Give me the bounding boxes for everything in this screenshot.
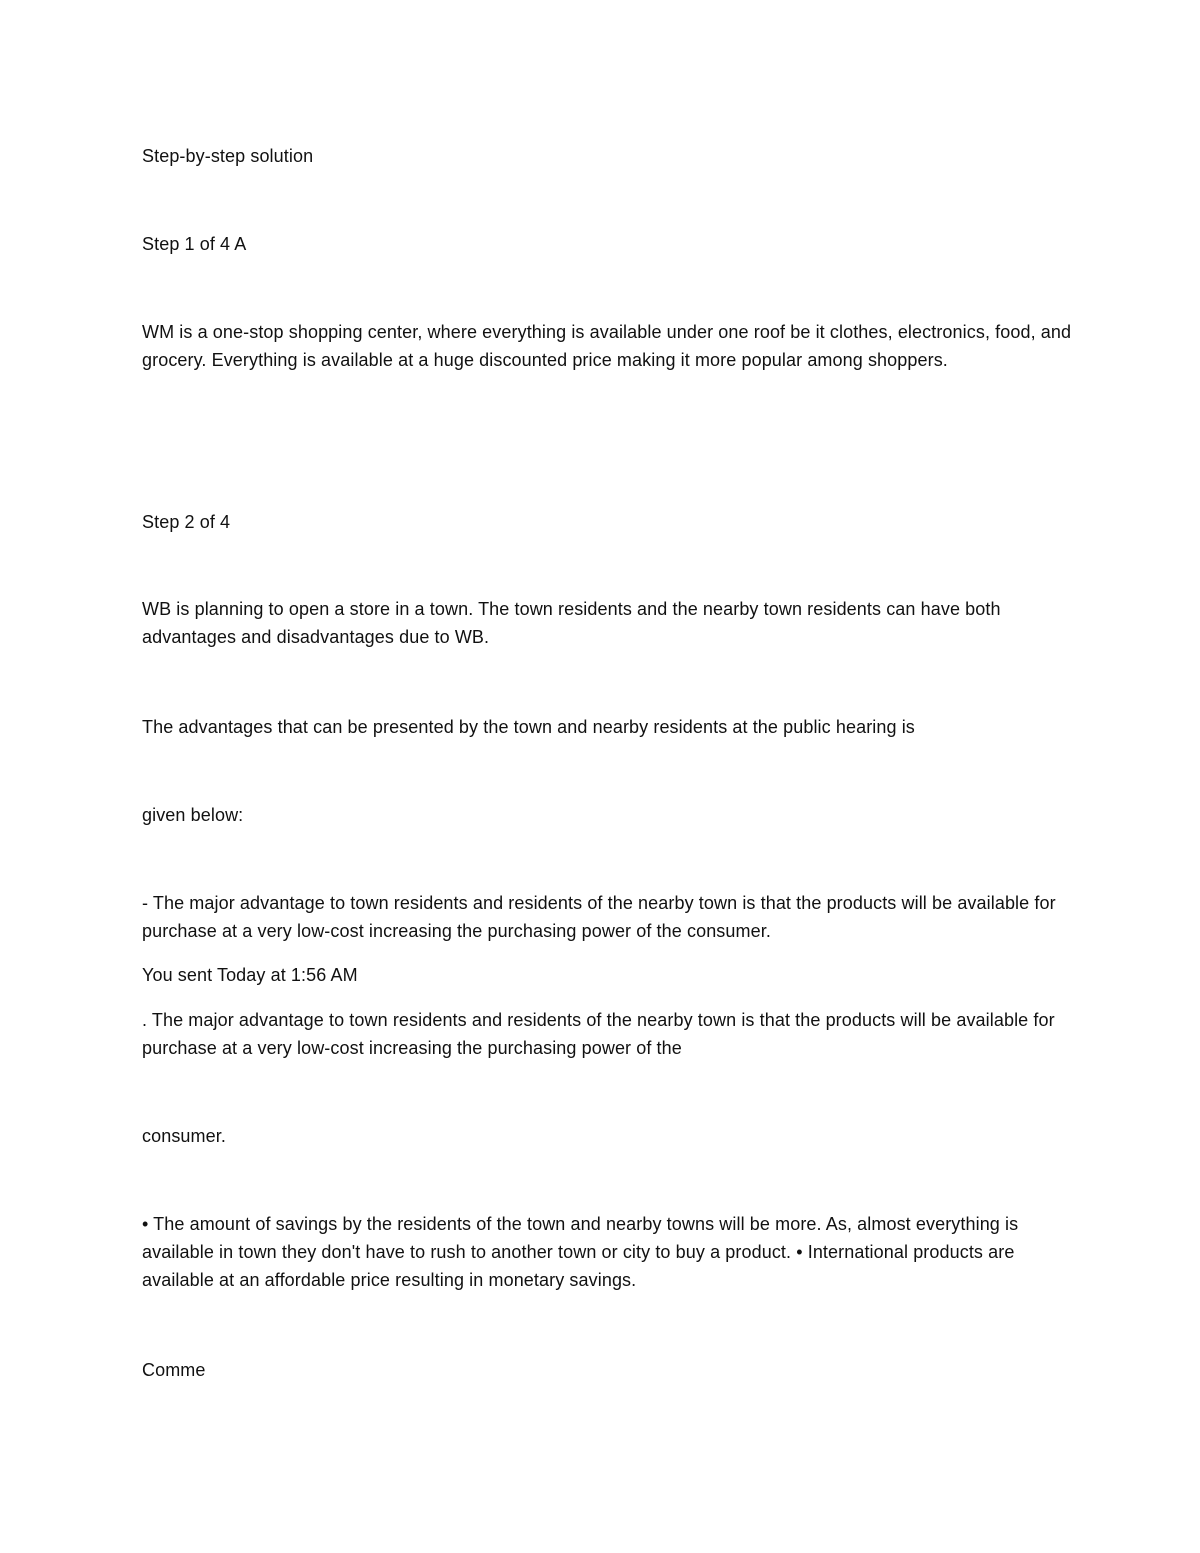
given-below-line: given below: xyxy=(142,805,244,825)
step-2-intro-paragraph: WB is planning to open a store in a town. The town residents and the nearby town residents can have both advantages and disadvantages due to WB. xyxy=(142,599,1001,647)
advantage-1-repeat-paragraph: . The major advantage to town residents and residents of the nearby town is that the products will be available for purchase at a very low-cost increasing the purchasing power of the xyxy=(142,1010,1055,1058)
sent-timestamp: You sent Today at 1:56 AM xyxy=(142,965,358,985)
step-2-title: Step 2 of 4 xyxy=(142,512,231,532)
bullet-paragraph: • The amount of savings by the residents of the town and nearby towns will be more. As, almost everything is available in town they don't have to rush to another town or city to buy a product. • International products are available at an affordable price resulting in monetary savings. xyxy=(142,1214,1019,1290)
consumer-line: consumer. xyxy=(142,1126,226,1146)
step-1-title: Step 1 of 4 A xyxy=(142,234,247,254)
trailing-text: Comme xyxy=(142,1360,206,1380)
step-1-paragraph: WM is a one-stop shopping center, where everything is available under one roof be it clothes, electronics, food, and grocery. Everything is available at a huge discounted price making it more popular among shoppers. xyxy=(142,322,1072,370)
advantage-1-paragraph: - The major advantage to town residents and residents of the nearby town is that the products will be available for purchase at a very low-cost increasing the purchasing power of the consumer. xyxy=(142,893,1056,941)
advantages-intro: The advantages that can be presented by the town and nearby residents at the public hearing is xyxy=(142,717,915,737)
heading: Step-by-step solution xyxy=(142,146,314,166)
